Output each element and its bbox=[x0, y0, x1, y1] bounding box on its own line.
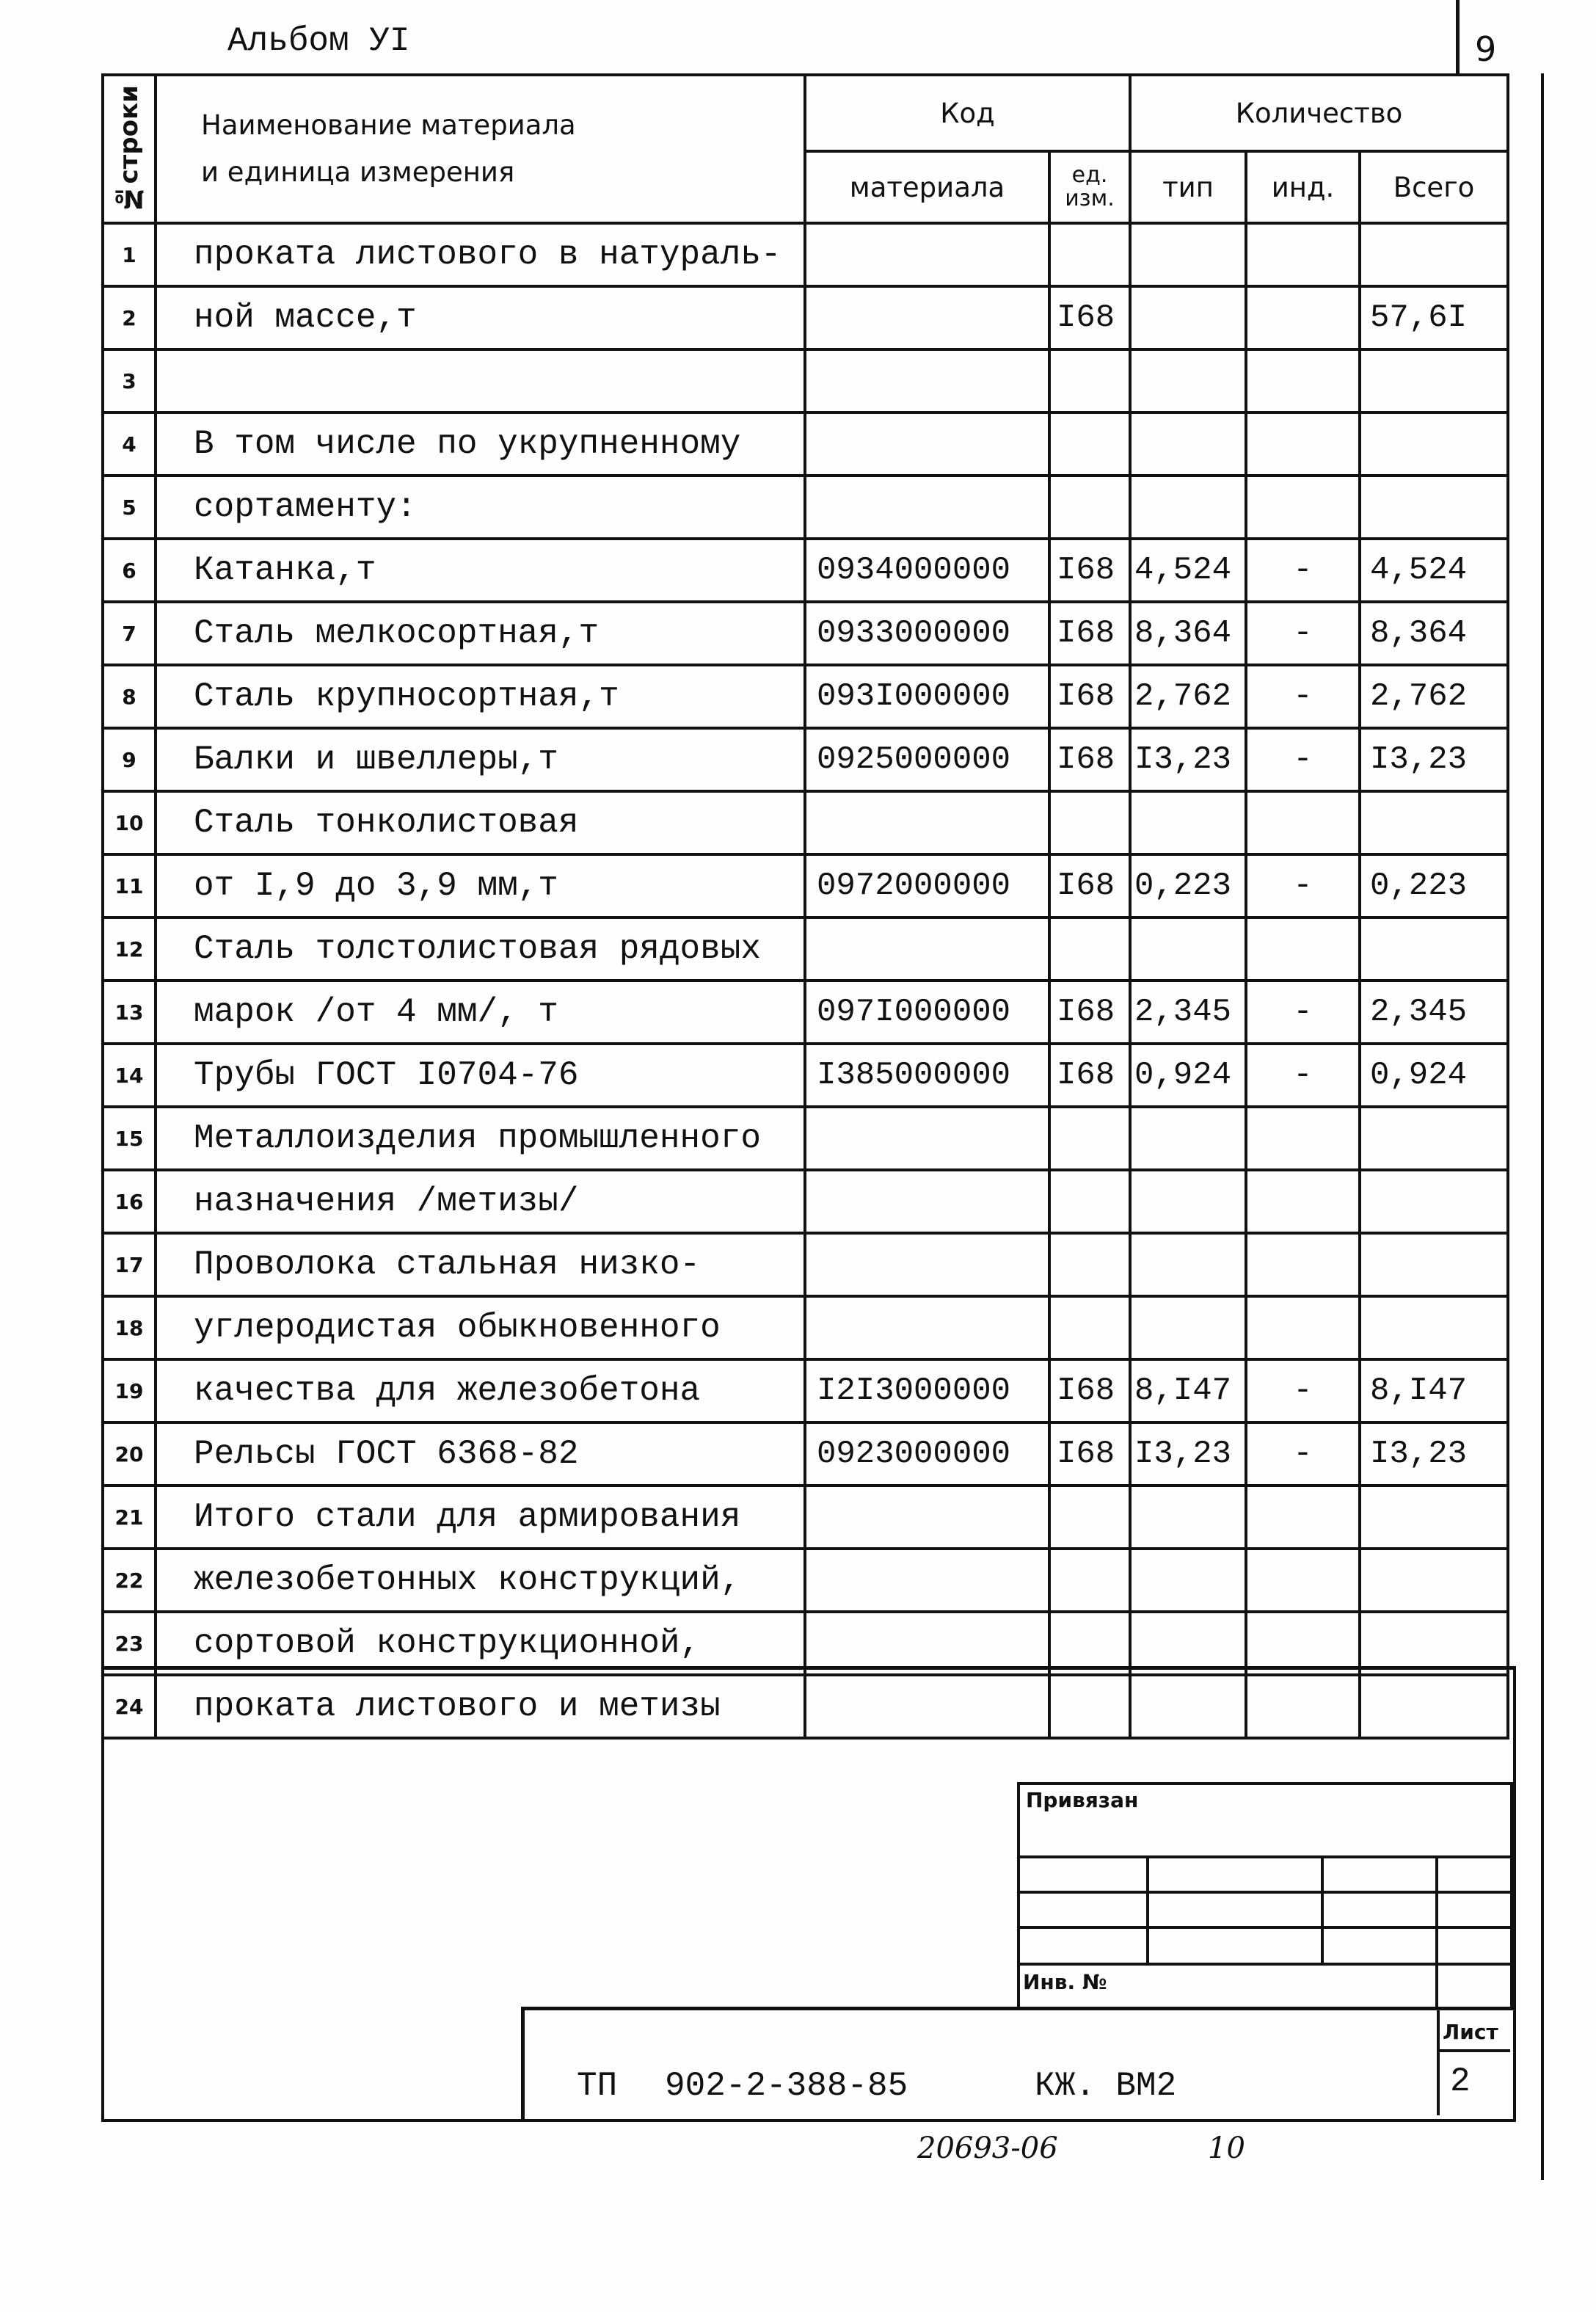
material-name-cell: Сталь толстолистовая рядовых bbox=[156, 917, 805, 981]
material-code-cell bbox=[805, 1170, 1049, 1233]
material-name-cell: Сталь крупносортная,т bbox=[156, 665, 805, 728]
table-row bbox=[103, 1170, 1508, 1233]
table-row bbox=[103, 1233, 1508, 1296]
material-code-cell bbox=[805, 349, 1049, 412]
table-body bbox=[103, 223, 1508, 1738]
qty-ind-cell bbox=[1246, 1233, 1360, 1296]
material-name-cell: от I,9 до 3,9 мм,т bbox=[156, 854, 805, 917]
qty-total-cell: 57,6I bbox=[1360, 286, 1508, 349]
material-name-cell: качества для железобетона bbox=[156, 1359, 805, 1422]
material-name-cell: Проволока стальная низко- bbox=[156, 1233, 805, 1296]
name-header: Наименование материала и единица измерения bbox=[156, 75, 805, 223]
qty-ind-cell bbox=[1246, 476, 1360, 539]
material-code-cell bbox=[805, 791, 1049, 854]
archive-page: 10 bbox=[1208, 2131, 1245, 2165]
qty-ind-cell: - bbox=[1246, 854, 1360, 917]
quantity-header: Количество bbox=[1130, 75, 1508, 151]
qty-total-cell bbox=[1360, 1107, 1508, 1170]
unit-code-cell: I68 bbox=[1049, 665, 1130, 728]
linked-header-cell bbox=[1017, 1782, 1513, 1858]
qty-total-cell bbox=[1360, 791, 1508, 854]
material-code-cell: 0972000000 bbox=[805, 854, 1049, 917]
unit-code-cell bbox=[1049, 1233, 1130, 1296]
row-number-cell: 3 bbox=[103, 349, 156, 412]
material-code-cell bbox=[805, 476, 1049, 539]
row-number-cell: 2 bbox=[103, 286, 156, 349]
row-number-cell: 12 bbox=[103, 917, 156, 981]
table-row bbox=[103, 728, 1508, 791]
row-number-cell: 17 bbox=[103, 1233, 156, 1296]
unit-code-cell: I68 bbox=[1049, 1359, 1130, 1422]
qty-ind-cell: - bbox=[1246, 1422, 1360, 1486]
qty-ind-cell: - bbox=[1246, 1044, 1360, 1107]
qty-total-cell bbox=[1360, 412, 1508, 476]
qty-ind-cell: - bbox=[1246, 981, 1360, 1044]
doc-number: 902-2-388-85 bbox=[665, 2067, 908, 2105]
unit-code-cell: I68 bbox=[1049, 728, 1130, 791]
unit-code-cell bbox=[1049, 1296, 1130, 1359]
doc-series: ТП bbox=[577, 2067, 618, 2105]
qty-ind-cell bbox=[1246, 286, 1360, 349]
qty-total-cell: 8,364 bbox=[1360, 602, 1508, 665]
material-code-cell: 0923000000 bbox=[805, 1422, 1049, 1486]
unit-code-cell: I68 bbox=[1049, 1044, 1130, 1107]
qty-total-cell: 8,I47 bbox=[1360, 1359, 1508, 1422]
linked-grid-vline bbox=[1146, 1855, 1149, 1966]
qty-type-cell bbox=[1130, 1170, 1246, 1233]
material-code-cell bbox=[805, 1486, 1049, 1549]
row-number-cell: 24 bbox=[103, 1675, 156, 1738]
qty-ind-cell bbox=[1246, 917, 1360, 981]
qty-ind-cell bbox=[1246, 1486, 1360, 1549]
row-number-cell: 10 bbox=[103, 791, 156, 854]
row-number-cell: 18 bbox=[103, 1296, 156, 1359]
unit-code-cell bbox=[1049, 476, 1130, 539]
sheet-cell-divider bbox=[1437, 2010, 1440, 2115]
qty-ind-cell bbox=[1246, 412, 1360, 476]
materials-table bbox=[101, 73, 1509, 1740]
page-number: 9 bbox=[1475, 29, 1497, 69]
row-number-cell: 13 bbox=[103, 981, 156, 1044]
material-code-cell bbox=[805, 1233, 1049, 1296]
unit-code-cell: I68 bbox=[1049, 1422, 1130, 1486]
table-row bbox=[103, 791, 1508, 854]
material-name-cell: Сталь мелкосортная,т bbox=[156, 602, 805, 665]
qty-type-cell bbox=[1130, 791, 1246, 854]
qty-type-header: тип bbox=[1130, 151, 1246, 223]
row-number-cell: 4 bbox=[103, 412, 156, 476]
qty-type-cell bbox=[1130, 1233, 1246, 1296]
qty-type-cell bbox=[1130, 1296, 1246, 1359]
qty-ind-cell: - bbox=[1246, 602, 1360, 665]
material-name-cell: Катанка,т bbox=[156, 539, 805, 602]
qty-type-cell bbox=[1130, 1549, 1246, 1612]
linked-grid-vline bbox=[1321, 1855, 1324, 1966]
qty-total-cell: 4,524 bbox=[1360, 539, 1508, 602]
row-number-cell: 14 bbox=[103, 1044, 156, 1107]
linked-grid-hline bbox=[1017, 1891, 1510, 1894]
table-row bbox=[103, 1044, 1508, 1107]
row-number-cell: 5 bbox=[103, 476, 156, 539]
code-material-header: материала bbox=[805, 151, 1049, 223]
qty-total-cell bbox=[1360, 349, 1508, 412]
qty-type-cell bbox=[1130, 917, 1246, 981]
qty-ind-cell: - bbox=[1246, 539, 1360, 602]
qty-type-cell: 4,524 bbox=[1130, 539, 1246, 602]
material-name-cell: углеродистая обыкновенного bbox=[156, 1296, 805, 1359]
qty-ind-cell bbox=[1246, 1296, 1360, 1359]
right-outer-line bbox=[1541, 73, 1544, 2180]
qty-total-cell: 2,345 bbox=[1360, 981, 1508, 1044]
qty-ind-header: инд. bbox=[1246, 151, 1360, 223]
qty-type-cell: 8,I47 bbox=[1130, 1359, 1246, 1422]
material-code-cell: 0934000000 bbox=[805, 539, 1049, 602]
table-row bbox=[103, 1422, 1508, 1486]
material-name-cell: ной массе,т bbox=[156, 286, 805, 349]
row-number-cell: 11 bbox=[103, 854, 156, 917]
qty-ind-cell bbox=[1246, 349, 1360, 412]
row-number-cell: 20 bbox=[103, 1422, 156, 1486]
material-code-cell: 0933000000 bbox=[805, 602, 1049, 665]
code-header: Код bbox=[805, 75, 1130, 151]
qty-type-cell bbox=[1130, 412, 1246, 476]
inv-number-label: Инв. № bbox=[1023, 1970, 1107, 1994]
qty-ind-cell bbox=[1246, 1549, 1360, 1612]
qty-ind-cell bbox=[1246, 1170, 1360, 1233]
material-code-cell: I385000000 bbox=[805, 1044, 1049, 1107]
row-number-cell: 22 bbox=[103, 1549, 156, 1612]
unit-code-cell: I68 bbox=[1049, 539, 1130, 602]
row-number-cell: 9 bbox=[103, 728, 156, 791]
sheet-label: Лист bbox=[1443, 2020, 1498, 2044]
unit-code-cell bbox=[1049, 1486, 1130, 1549]
table-row bbox=[103, 476, 1508, 539]
row-number-header-label: №строки bbox=[114, 84, 144, 214]
material-name-cell: сортаменту: bbox=[156, 476, 805, 539]
row-number-cell: 16 bbox=[103, 1170, 156, 1233]
linked-label: Привязан bbox=[1026, 1788, 1139, 1812]
qty-total-cell bbox=[1360, 1233, 1508, 1296]
table-row bbox=[103, 223, 1508, 286]
table-row bbox=[103, 349, 1508, 412]
row-number-cell: 21 bbox=[103, 1486, 156, 1549]
row-number-cell: 8 bbox=[103, 665, 156, 728]
qty-total-cell: I3,23 bbox=[1360, 728, 1508, 791]
table-row bbox=[103, 1296, 1508, 1359]
material-code-cell: 0925000000 bbox=[805, 728, 1049, 791]
qty-total-header: Всего bbox=[1360, 151, 1508, 223]
row-number-cell: 23 bbox=[103, 1612, 156, 1675]
material-code-cell bbox=[805, 286, 1049, 349]
unit-code-cell bbox=[1049, 1170, 1130, 1233]
material-name-cell: назначения /метизы/ bbox=[156, 1170, 805, 1233]
row-number-cell: 6 bbox=[103, 539, 156, 602]
qty-ind-cell: - bbox=[1246, 665, 1360, 728]
qty-total-cell: I3,23 bbox=[1360, 1422, 1508, 1486]
unit-code-cell bbox=[1049, 349, 1130, 412]
table-row bbox=[103, 917, 1508, 981]
material-code-cell bbox=[805, 412, 1049, 476]
unit-code-cell: I68 bbox=[1049, 286, 1130, 349]
table-row bbox=[103, 412, 1508, 476]
qty-total-cell bbox=[1360, 223, 1508, 286]
table-row bbox=[103, 1359, 1508, 1422]
material-name-cell: Трубы ГОСТ I0704-76 bbox=[156, 1044, 805, 1107]
material-name-cell: Рельсы ГОСТ 6368-82 bbox=[156, 1422, 805, 1486]
qty-total-cell: 0,223 bbox=[1360, 854, 1508, 917]
table-row bbox=[103, 981, 1508, 1044]
qty-type-cell: I3,23 bbox=[1130, 728, 1246, 791]
qty-ind-cell bbox=[1246, 791, 1360, 854]
linked-grid-hline bbox=[1017, 1963, 1510, 1966]
qty-type-cell: 2,345 bbox=[1130, 981, 1246, 1044]
qty-total-cell bbox=[1360, 917, 1508, 981]
unit-code-cell: I68 bbox=[1049, 981, 1130, 1044]
unit-code-cell bbox=[1049, 223, 1130, 286]
sheet-cell-hline bbox=[1437, 2049, 1510, 2052]
unit-code-cell bbox=[1049, 917, 1130, 981]
unit-code-cell bbox=[1049, 1107, 1130, 1170]
qty-type-cell bbox=[1130, 1107, 1246, 1170]
qty-type-cell: I3,23 bbox=[1130, 1422, 1246, 1486]
qty-total-cell bbox=[1360, 476, 1508, 539]
qty-ind-cell bbox=[1246, 223, 1360, 286]
qty-ind-cell: - bbox=[1246, 728, 1360, 791]
archive-number: 20693-06 bbox=[917, 2131, 1058, 2165]
material-code-cell bbox=[805, 917, 1049, 981]
material-name-cell: В том числе по укрупненному bbox=[156, 412, 805, 476]
qty-type-cell: 0,924 bbox=[1130, 1044, 1246, 1107]
linked-block bbox=[1017, 1782, 1510, 2010]
material-code-cell bbox=[805, 1107, 1049, 1170]
code-unit-header: ед. изм. bbox=[1049, 151, 1130, 223]
linked-grid-hline bbox=[1017, 1926, 1510, 1929]
row-number-cell: 1 bbox=[103, 223, 156, 286]
material-code-cell: 093I000000 bbox=[805, 665, 1049, 728]
table-row bbox=[103, 1107, 1508, 1170]
unit-code-cell bbox=[1049, 412, 1130, 476]
qty-type-cell: 2,762 bbox=[1130, 665, 1246, 728]
qty-type-cell bbox=[1130, 476, 1246, 539]
qty-type-cell: 0,223 bbox=[1130, 854, 1246, 917]
linked-grid-vline bbox=[1435, 1855, 1438, 2007]
qty-total-cell bbox=[1360, 1296, 1508, 1359]
qty-total-cell bbox=[1360, 1549, 1508, 1612]
qty-ind-cell: - bbox=[1246, 1359, 1360, 1422]
table-row bbox=[103, 602, 1508, 665]
right-border-line bbox=[1456, 0, 1460, 73]
unit-code-cell bbox=[1049, 1549, 1130, 1612]
material-code-cell: I2I3000000 bbox=[805, 1359, 1049, 1422]
qty-total-cell bbox=[1360, 1170, 1508, 1233]
material-name-cell: проката листового и метизы bbox=[156, 1675, 805, 1738]
unit-code-cell bbox=[1049, 791, 1130, 854]
table-row bbox=[103, 665, 1508, 728]
table-row bbox=[103, 1486, 1508, 1549]
material-name-cell: Итого стали для армирования bbox=[156, 1486, 805, 1549]
material-name-cell: марок /от 4 мм/, т bbox=[156, 981, 805, 1044]
material-name-cell: проката листового в натураль- bbox=[156, 223, 805, 286]
material-name-cell: железобетонных конструкций, bbox=[156, 1549, 805, 1612]
qty-total-cell: 0,924 bbox=[1360, 1044, 1508, 1107]
table-row bbox=[103, 1549, 1508, 1612]
material-code-cell bbox=[805, 1549, 1049, 1612]
row-number-cell: 19 bbox=[103, 1359, 156, 1422]
unit-code-cell: I68 bbox=[1049, 602, 1130, 665]
table-row bbox=[103, 539, 1508, 602]
row-number-cell: 7 bbox=[103, 602, 156, 665]
qty-type-cell bbox=[1130, 1486, 1246, 1549]
table-row bbox=[103, 854, 1508, 917]
qty-ind-cell bbox=[1246, 1107, 1360, 1170]
qty-type-cell bbox=[1130, 223, 1246, 286]
row-number-header bbox=[103, 75, 156, 223]
material-name-cell: Сталь тонколистовая bbox=[156, 791, 805, 854]
album-label: Альбом УI bbox=[227, 22, 410, 60]
material-code-cell: 097I000000 bbox=[805, 981, 1049, 1044]
material-code-cell bbox=[805, 223, 1049, 286]
qty-total-cell: 2,762 bbox=[1360, 665, 1508, 728]
doc-code: КЖ. ВМ2 bbox=[1035, 2067, 1177, 2105]
material-name-cell: Металлоизделия промышленного bbox=[156, 1107, 805, 1170]
qty-total-cell bbox=[1360, 1486, 1508, 1549]
material-name-cell: сортовой конструкционной, bbox=[156, 1612, 805, 1675]
material-name-cell bbox=[156, 349, 805, 412]
qty-type-cell: 8,364 bbox=[1130, 602, 1246, 665]
row-number-cell: 15 bbox=[103, 1107, 156, 1170]
qty-type-cell bbox=[1130, 349, 1246, 412]
qty-type-cell bbox=[1130, 286, 1246, 349]
material-code-cell bbox=[805, 1296, 1049, 1359]
unit-code-cell: I68 bbox=[1049, 854, 1130, 917]
table-row bbox=[103, 286, 1508, 349]
material-name-cell: Балки и швеллеры,т bbox=[156, 728, 805, 791]
sheet-number: 2 bbox=[1450, 2062, 1471, 2101]
